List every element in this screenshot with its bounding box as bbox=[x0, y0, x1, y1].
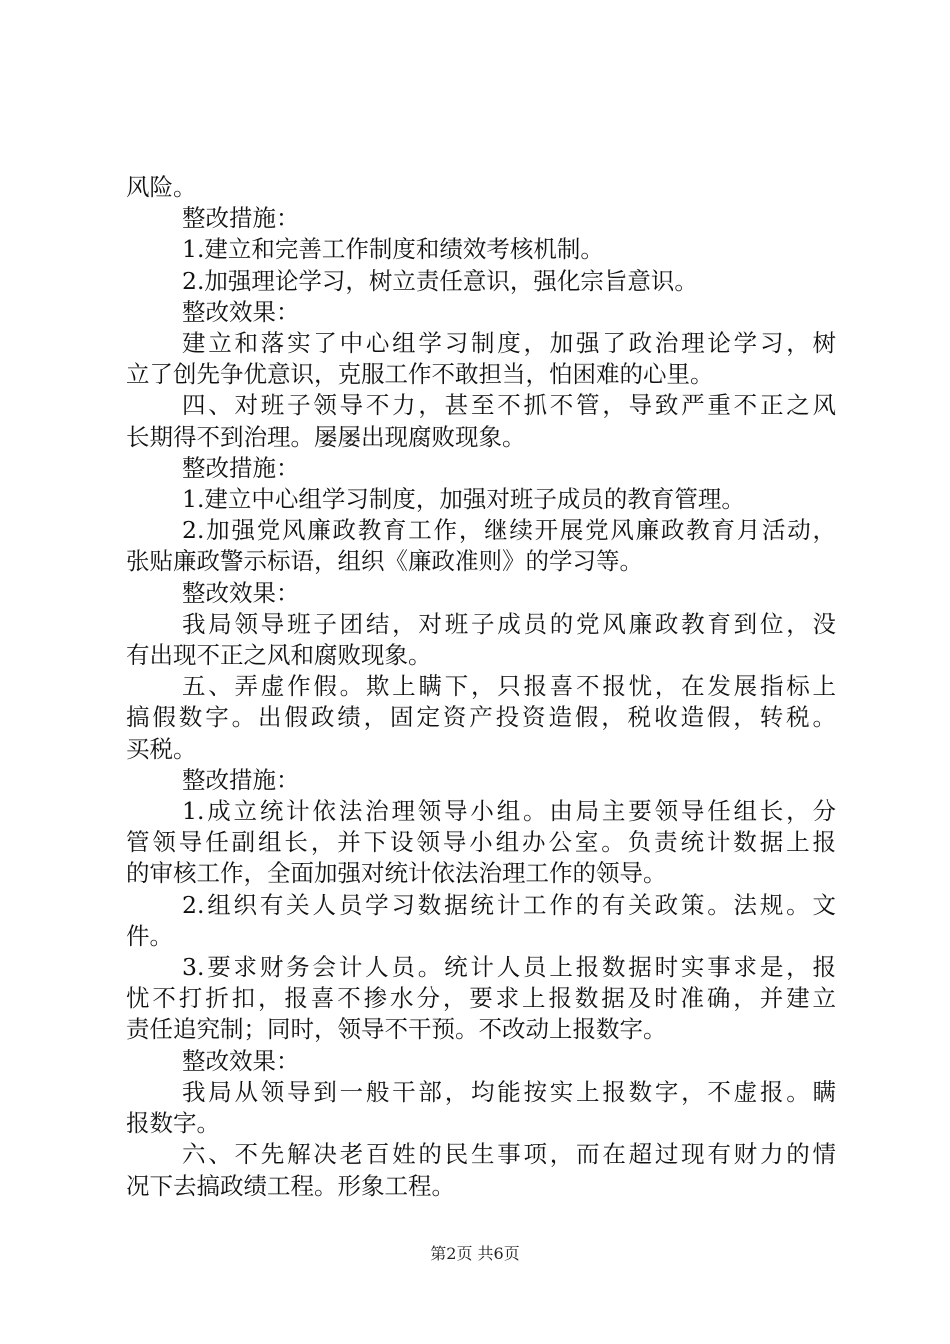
text-line: 整改效果： bbox=[182, 578, 300, 607]
text-line: 张贴廉政警示标语，组织《廉政准则》的学习等。 bbox=[126, 547, 643, 576]
text-line: 整改效果： bbox=[182, 1046, 300, 1075]
text-line: 整改措施： bbox=[182, 453, 300, 482]
text-line: 五、弄虚作假。欺上瞒下，只报喜不报忧，在发展指标上 bbox=[182, 672, 836, 701]
text-line: 整改效果： bbox=[182, 297, 300, 326]
text-line: 3.要求财务会计人员。统计人员上报数据时实事求是，报 bbox=[182, 953, 836, 982]
text-line: 六、不先解决老百姓的民生事项，而在超过现有财力的情 bbox=[182, 1140, 836, 1169]
text-line: 我局从领导到一般干部，均能按实上报数字，不虚报。瞒 bbox=[182, 1077, 836, 1106]
text-line: 报数字。 bbox=[126, 1109, 220, 1138]
text-line: 况下去搞政绩工程。形象工程。 bbox=[126, 1171, 455, 1200]
page-number-footer: 第2页 共6页 bbox=[430, 1244, 520, 1263]
text-line: 责任追究制；同时，领导不干预。不改动上报数字。 bbox=[126, 1015, 667, 1044]
text-line: 立了创先争优意识，克服工作不敢担当，怕困难的心里。 bbox=[126, 360, 714, 389]
text-line: 管领导任副组长，并下设领导小组办公室。负责统计数据上报 bbox=[126, 828, 836, 857]
text-line: 有出现不正之风和腐败现象。 bbox=[126, 641, 432, 670]
text-line: 四、对班子领导不力，甚至不抓不管，导致严重不正之风 bbox=[182, 391, 836, 420]
text-line: 整改措施： bbox=[182, 765, 300, 794]
text-line: 搞假数字。出假政绩，固定资产投资造假，税收造假，转税。 bbox=[126, 703, 836, 732]
text-line: 1.成立统计依法治理领导小组。由局主要领导任组长，分 bbox=[182, 797, 836, 826]
text-line: 2.加强理论学习，树立责任意识，强化宗旨意识。 bbox=[182, 266, 698, 295]
document-body bbox=[126, 172, 836, 1202]
text-line: 买税。 bbox=[126, 734, 197, 763]
text-line: 2.组织有关人员学习数据统计工作的有关政策。法规。文 bbox=[182, 890, 836, 919]
text-line: 我局领导班子团结，对班子成员的党风廉政教育到位，没 bbox=[182, 609, 836, 638]
text-line: 建立和落实了中心组学习制度，加强了政治理论学习，树 bbox=[182, 329, 836, 358]
text-line: 风险。 bbox=[126, 173, 197, 201]
text-line: 件。 bbox=[126, 921, 173, 950]
text-line: 忧不打折扣，报喜不掺水分，要求上报数据及时准确，并建立 bbox=[126, 984, 836, 1013]
text-line: 整改措施： bbox=[182, 204, 300, 233]
text-line: 的审核工作，全面加强对统计依法治理工作的领导。 bbox=[126, 859, 667, 888]
text-line: 长期得不到治理。屡屡出现腐败现象。 bbox=[126, 422, 526, 451]
text-line: 1.建立中心组学习制度，加强对班子成员的教育管理。 bbox=[182, 485, 745, 514]
text-line: 2.加强党风廉政教育工作，继续开展党风廉政教育月活动， bbox=[182, 516, 836, 545]
text-line: 1.建立和完善工作制度和绩效考核机制。 bbox=[182, 235, 604, 264]
